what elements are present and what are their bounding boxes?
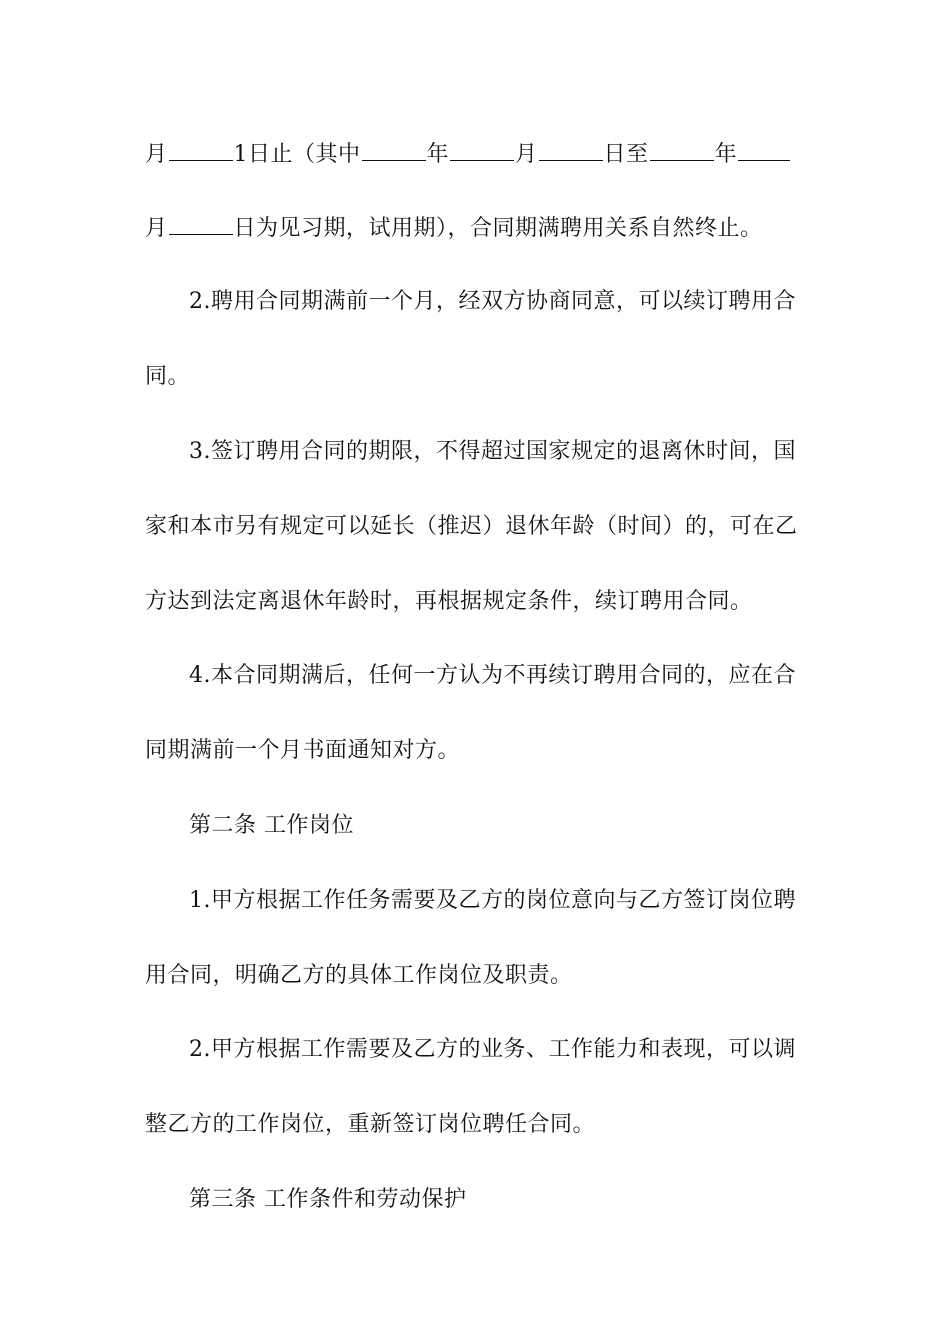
paragraph-line: 同期满前一个月书面通知对方。	[145, 738, 461, 763]
paragraph-line: 用合同，明确乙方的具体工作岗位及职责。	[145, 963, 573, 988]
blank-field	[539, 138, 603, 161]
paragraph-line: 4.本合同期满后，任何一方认为不再续订聘用合同的，应在合	[189, 663, 796, 688]
text-segment: 年	[426, 142, 450, 167]
blank-field	[738, 138, 790, 161]
text-segment: 日为见习期，试用期），合同期满聘用关系自然终止。	[233, 216, 763, 241]
blank-field	[169, 138, 233, 161]
text-segment: 年	[714, 142, 738, 167]
paragraph-line: 2.甲方根据工作需要及乙方的业务、工作能力和表现，可以调	[189, 1037, 796, 1062]
text-segment: 月	[515, 142, 538, 167]
term-dates-line	[145, 138, 791, 170]
article-heading: 第三条 工作条件和劳动保护	[189, 1187, 467, 1212]
text-segment: 日至	[603, 142, 649, 167]
blank-field	[362, 138, 426, 161]
text-segment: 月	[145, 142, 168, 167]
paragraph-line: 3.签订聘用合同的期限，不得超过国家规定的退离休时间，国	[189, 439, 796, 464]
blank-field	[450, 138, 514, 161]
paragraph-line: 整乙方的工作岗位，重新签订岗位聘任合同。	[145, 1112, 596, 1137]
paragraph-line: 同。	[145, 364, 191, 389]
paragraph-line: 2.聘用合同期满前一个月，经双方协商同意，可以续订聘用合	[189, 289, 796, 314]
probation-line	[145, 212, 763, 244]
article-heading: 第二条 工作岗位	[189, 813, 354, 838]
text-segment: 月	[145, 216, 168, 241]
blank-field	[169, 212, 233, 235]
paragraph-line: 家和本市另有规定可以延长（推迟）退休年龄（时间）的，可在乙	[145, 514, 798, 539]
blank-field	[650, 138, 714, 161]
paragraph-line: 1.甲方根据工作任务需要及乙方的岗位意向与乙方签订岗位聘	[189, 888, 796, 913]
paragraph-line: 方达到法定离退休年龄时，再根据规定条件，续订聘用合同。	[145, 589, 753, 614]
text-segment: 1日止（其中	[233, 142, 361, 167]
